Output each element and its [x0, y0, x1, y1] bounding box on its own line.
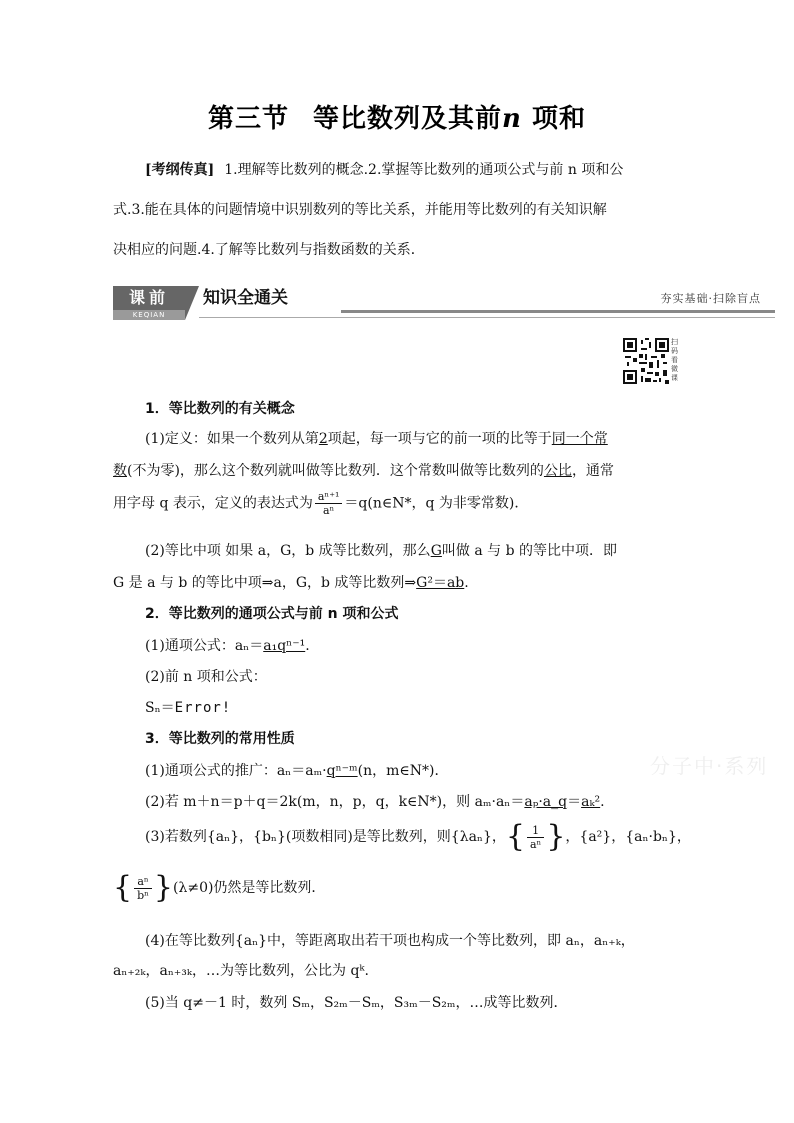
- answer-blank: aₚ·a_q: [524, 794, 568, 810]
- intro-line-3: 决相应的问题.4.了解等比数列与指数函数的关系．: [113, 242, 425, 258]
- s1-para1-line2: 数(不为零)，那么这个数列就叫做等比数列．这个常数叫做等比数列的公比，通常: [113, 463, 614, 479]
- section-banner: [113, 284, 775, 322]
- definition-fraction: $\frac{\text{aⁿ⁺¹}}{\text{aⁿ}}$: [315, 490, 343, 517]
- banner-badge: 课前: [113, 286, 185, 310]
- section-3-heading: 3．等比数列的常用性质: [145, 731, 295, 747]
- reciprocal-fraction: $\frac{1}{\text{aⁿ}}$: [527, 824, 544, 851]
- s1-para1-line1: (1)定义：如果一个数列从第2项起，每一项与它的前一项的比等于同一个常: [145, 431, 608, 447]
- s2-formula-general: (1)通项公式：aₙ＝a₁qⁿ⁻¹.: [145, 638, 310, 654]
- answer-blank: G²＝ab: [416, 575, 465, 591]
- s3-item4-line1: (4)在等比数列{aₙ}中，等距离取出若干项也构成一个等比数列，即 aₙ，aₙ₊ₖ，: [145, 933, 635, 949]
- s2-sum-formula: Sₙ＝Error!: [145, 700, 232, 716]
- intro-line-1: 1.理解等比数列的概念.2.掌握等比数列的通项公式与前 n 项和公: [224, 162, 624, 178]
- s3-item2: (2)若 m＋n＝p＋q＝2k(m，n，p，q，k∈N*)，则 aₘ·aₙ＝aₚ·a_q＝aₖ².: [145, 794, 605, 810]
- answer-blank: 公比: [543, 463, 572, 479]
- title-suffix: 项和: [531, 104, 586, 134]
- answer-blank: a₁qⁿ⁻¹: [263, 638, 306, 654]
- s3-item4-line2: aₙ₊₂ₖ，aₙ₊₃ₖ，…为等比数列，公比为 qᵏ.: [113, 963, 369, 979]
- page-title: [0, 98, 794, 135]
- s1-para2-line2: G 是 a 与 b 的等比中项⇒a，G，b 成等比数列⇒G²＝ab.: [113, 575, 469, 591]
- s3-item3-line2: { $\frac{\text{aⁿ}}{\text{bⁿ}}$ }(λ≠0)仍然是等比数列．: [113, 870, 326, 905]
- banner-rule: [341, 310, 775, 313]
- qr-code-icon[interactable]: [623, 338, 669, 384]
- answer-blank: qⁿ⁻ᵐ: [326, 763, 358, 779]
- error-text: Error!: [174, 700, 232, 716]
- intro-line-2: 式.3.能在具体的问题情境中识别数列的等比关系，并能用等比数列的有关知识解: [113, 202, 607, 218]
- s3-item5: (5)当 q≠－1 时，数列 Sₘ，S₂ₘ－Sₘ，S₃ₘ－S₂ₘ，…成等比数列．: [145, 995, 568, 1011]
- section-2-heading: 2．等比数列的通项公式与前 n 项和公式: [145, 606, 399, 622]
- answer-blank: aₖ²: [581, 794, 601, 810]
- answer-blank: 同一个常: [551, 431, 608, 447]
- answer-blank: 数: [113, 463, 127, 479]
- title-prefix: 第三节: [207, 104, 289, 134]
- ratio-fraction: $\frac{\text{aⁿ}}{\text{bⁿ}}$: [134, 875, 152, 902]
- banner-badge-sub: KEQIAN: [113, 310, 185, 320]
- section-1-heading: 1．等比数列的有关概念: [145, 401, 295, 417]
- answer-blank: G: [430, 543, 442, 559]
- banner-heading: 知识全通关: [203, 288, 288, 308]
- syllabus-intro: [113, 150, 681, 270]
- title-n: n: [502, 104, 522, 134]
- syllabus-tag: [考纲传真]: [145, 162, 215, 178]
- watermark: 分子中·系列: [650, 754, 769, 778]
- s1-para2-line1: (2)等比中项 如果 a，G，b 成等比数列，那么G叫做 a 与 b 的等比中项．即: [145, 543, 617, 559]
- banner-triangle: [185, 286, 199, 320]
- qr-caption: 扫码看微课: [671, 338, 678, 382]
- s3-item1: (1)通项公式的推广：aₙ＝aₘ·qⁿ⁻ᵐ(n，m∈N*)．: [145, 763, 449, 779]
- s3-item3-line1: (3)若数列{aₙ}，{bₙ}(项数相同)是等比数列，则{λaₙ}，{ $\frac{1}{\text{aⁿ}}$ }，{a²}，{aₙ·bₙ}，: [145, 819, 691, 854]
- s2-sum-label: (2)前 n 项和公式：: [145, 669, 267, 685]
- title-main: 等比数列及其前: [313, 104, 503, 134]
- s1-para1-line3: 用字母 q 表示，定义的表达式为 $\frac{\text{aⁿ⁺¹}}{\text{aⁿ}}$ ＝q(n∈N*，q 为非零常数)．: [113, 490, 529, 517]
- answer-blank: 2: [318, 431, 328, 447]
- banner-rule-thin: [199, 317, 775, 318]
- banner-slogan: 夯实基础·扫除盲点: [660, 292, 761, 305]
